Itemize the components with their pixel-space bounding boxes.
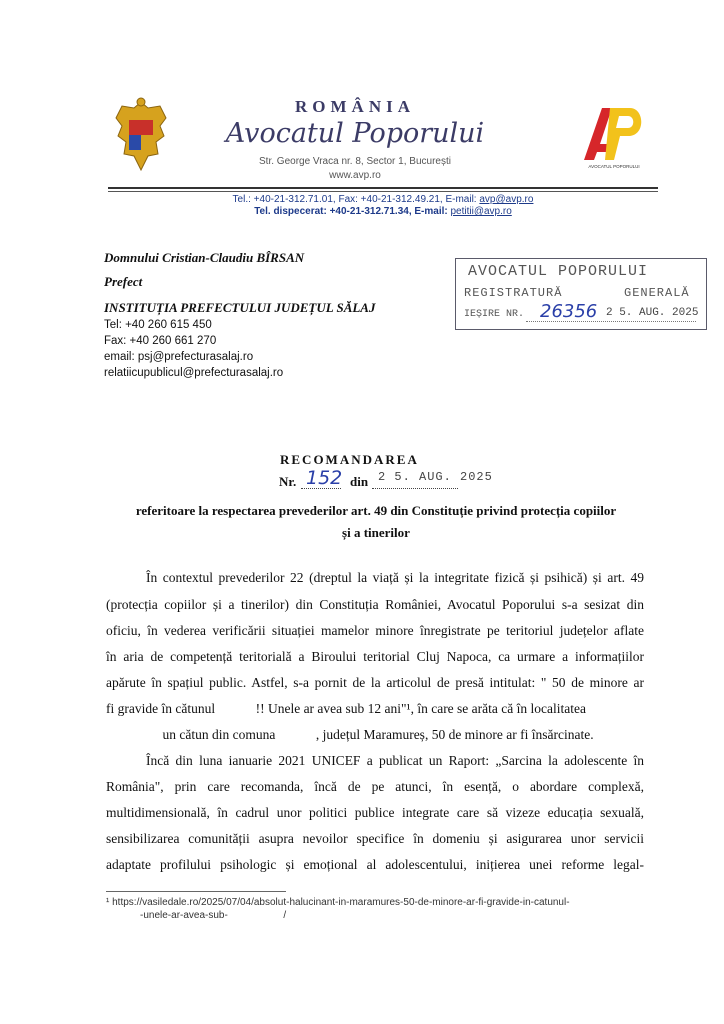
- contact-line-2-text: Tel. dispecerat: +40-21-312.71.34, E-mail:: [254, 206, 451, 217]
- recipient-organization: INSTITUȚIA PREFECTULUI JUDEȚUL SĂLAJ: [104, 300, 376, 315]
- body-p1-line: un cătun din comuna , județul Maramureș, 50 de minore ar fi însărcinate.: [122, 727, 594, 742]
- contact-line-1: [108, 194, 658, 205]
- body-p1-line: apărute în spațiul public. Astfel, s-a pornit de la articolul de presă intitulat: " 50 de minore ar: [106, 675, 644, 690]
- body-p2-line: adaptate profilului psihologic și emoțional al adolescentului, inițierea unei reforme legal-: [106, 857, 644, 872]
- document-date-stamp: 2 5. AUG. 2025: [378, 470, 493, 484]
- avp-logo-icon: [578, 100, 650, 172]
- avp-logo-text: AVOCATUL POPORULUI: [588, 164, 640, 169]
- document-nr-label: Nr.: [279, 474, 297, 489]
- registry-stamp: [455, 258, 707, 330]
- document-din-label: din: [350, 474, 369, 489]
- header-institution: Avocatul Poporului: [225, 118, 485, 149]
- subject-line-2: și a tinerilor: [342, 525, 410, 540]
- stamp-date: 2 5. AUG. 2025: [606, 307, 699, 319]
- contact-line-2: [108, 206, 658, 217]
- romania-coat-of-arms-icon: [112, 96, 170, 176]
- recipient-email-1: email: psj@prefecturasalaj.ro: [104, 351, 254, 363]
- recipient-salutation: Domnului Cristian-Claudiu BÎRSAN: [104, 250, 305, 265]
- document-title: RECOMANDAREA: [280, 452, 419, 467]
- date-dotted-line: [372, 488, 458, 489]
- email-link-avp[interactable]: avp@avp.ro: [479, 194, 534, 205]
- body-p2-line: sensibilizarea comunității asupra nevoilor specifice în domeniu și asigurarea unor servicii: [106, 831, 644, 846]
- header-divider-thin: [108, 191, 658, 192]
- email-link-petitii[interactable]: petitii@avp.ro: [450, 206, 512, 217]
- recipient-fax: Fax: +40 260 661 270: [104, 335, 217, 347]
- header-divider: [108, 187, 658, 189]
- stamp-registry-number: 26356: [540, 301, 598, 322]
- header-website: www.avp.ro: [329, 170, 381, 181]
- header-address: Str. George Vraca nr. 8, Sector 1, București: [259, 156, 451, 167]
- recipient-role: Prefect: [104, 274, 143, 289]
- document-nr-value: 152: [306, 467, 343, 489]
- stamp-line-2a: REGISTRATURĂ: [464, 286, 563, 300]
- body-p1-line: în aria de competență teritorială a Biroului teritorial Cluj Napoca, ca urmare a informațiilor: [106, 649, 644, 664]
- contact-line-1-text: Tel.: +40-21-312.71.01, Fax: +40-21-312.49.21, E-mail:: [232, 194, 480, 205]
- body-p1-line: (protecția copiilor și a tinerilor) din Constituția României, Avocatul Poporului s-a sesizat din: [106, 597, 644, 612]
- body-p1-line: În contextul prevederilor 22 (dreptul la viață și la integritate fizică și psihică) și art. 49: [146, 570, 644, 585]
- body-p2-line: multidimensională, în cadrul unor politici publice integrate care să vizeze educația sexuală,: [106, 805, 644, 820]
- stamp-line-3: IEȘIRE NR.: [464, 309, 525, 320]
- recipient-email-2: relatiicupublicul@prefecturasalaj.ro: [104, 367, 284, 379]
- footnote-divider: [106, 891, 286, 892]
- header-country: ROMÂNIA: [295, 97, 415, 116]
- subject-line-1: referitoare la respectarea prevederilor art. 49 din Constituție privind protecția copiilor: [135, 503, 617, 518]
- nr-dotted-line: [301, 488, 341, 489]
- body-p2-line: România", prin care recomanda, încă de pe atunci, în esență, o abordare complexă,: [106, 779, 644, 794]
- recipient-tel: Tel: +40 260 615 450: [104, 319, 212, 331]
- footnote-link-continued[interactable]: -unele-ar-avea-sub- /: [140, 910, 287, 921]
- body-p1-line: fi gravide în cătunul !! Unele ar avea sub 12 ani"¹, în care se arăta că în localitatea: [106, 701, 586, 716]
- body-p1-line: oficiu, în vederea verificării situației mamelor minore înregistrate pe teritoriul județelor aflate: [106, 623, 644, 638]
- footnote-link[interactable]: ¹ https://vasiledale.ro/2025/07/04/absolut-halucinant-in-maramures-50-de-minore-ar-fi-gravide-in-catunul-: [106, 897, 570, 908]
- body-p2-line: Încă din luna ianuarie 2021 UNICEF a publicat un Raport: „Sarcina la adolescente în: [146, 753, 644, 768]
- stamp-line-1: AVOCATUL POPORULUI: [468, 263, 649, 280]
- stamp-line-2b: GENERALĂ: [624, 286, 690, 300]
